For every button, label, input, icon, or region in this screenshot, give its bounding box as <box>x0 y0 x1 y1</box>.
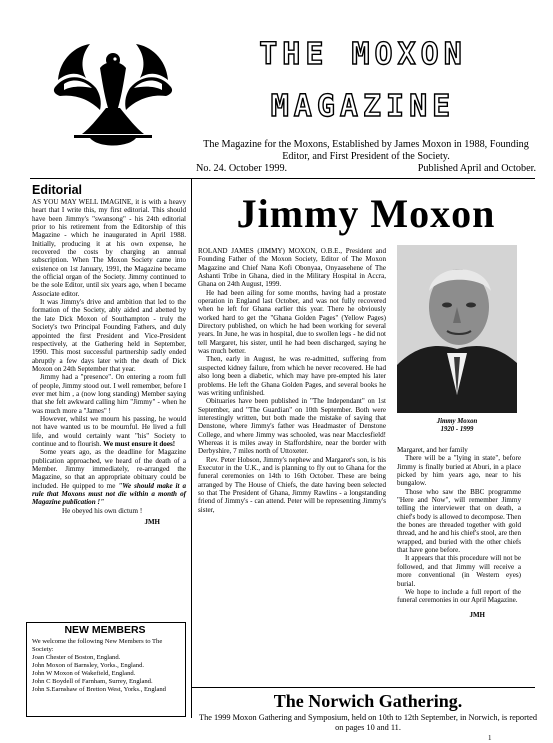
article-paragraph: Rev. Peter Hobson, Jimmy's nephew and Margaret's son, is his Executor in the U.K., and is planning to fly out to Ghana for the funeral ceremonies on 14th to 16th October. These are being arranged by The House of Chiefs, the date having been selected so that The President of Ghana, Jimmy Rawlins - a longstanding friend of Jimmy's - can attend. Peter will be representing Jimmy's sister, <box>198 455 386 514</box>
article-column-2 <box>397 446 521 619</box>
article-paragraph: Those who saw the BBC programme "Here and Now", will remember Jimmy telling the interviewer that on death, a chief's body is allowed to decompose. Then the bones are threaded together with gold thread, and he and his chief's stool, are then wrapped, and buried with the other chiefs that have gone before. <box>397 487 521 555</box>
editorial-paragraph: Jimmy had a "presence". On entering a room full of people, Jimmy stood out. I well remember, before I ever met him , a (now long standing) Member saying that she felt awkward calling him "Jimmy" - when he was much more a "James" ! <box>32 373 186 415</box>
masthead-title-line2: MAGAZINE <box>270 89 456 124</box>
page-number: 1 <box>488 734 492 742</box>
header-rule <box>30 178 535 179</box>
article-paragraph: ROLAND JAMES (JIMMY) MOXON, O.B.E., President and Founding Father of the Moxon Society, Editor of The Moxon Magazine and Chief Nana Kofi Obonyaa, Onyaasehene of The Ashanti Tribe in Ghana, died in the Military Hospital in Accra, Ghana on 24th August, 1999. <box>198 247 386 289</box>
editorial-paragraph: Some years ago, as the deadline for Magazine publication approached, we heard of the death of a Member. Jimmy immediately, re-arranged the Magazine, so that an appropriate obituary could be included. He quipped to me <box>32 448 186 490</box>
editorial-heading: Editorial <box>32 183 83 197</box>
article-paragraph: We hope to include a full report of the funeral ceremonies in our April Magazine. <box>397 587 521 605</box>
article-paragraph: It appears that this procedure will not be followed, and that Jimmy will receive a more conventional (in Western eyes) burial. <box>397 554 521 588</box>
new-member-entry: John S.Earnshaw of Bretton West, Yorks., England <box>32 686 166 693</box>
article-paragraph: Then, early in August, he was re-admitted, suffering from suspected kidney failure, from which he never recovered. He had also long been a diabetic, which may have pre-empted his later problems. He left the Ghana Golden Pages, and several books he was writing unfinished. <box>198 355 386 397</box>
new-member-entry: John Moxon of Barnsley, Yorks., England. <box>32 662 145 669</box>
editorial-emphasis: We must ensure it does! <box>103 439 176 448</box>
new-members-intro: We welcome the following New Members to The Society: <box>32 638 163 653</box>
article-paragraph: There will be a "lying in state", before Jimmy is finally buried at Aburi, in a place picked by him years ago, near to his bungalow. <box>397 454 521 488</box>
portrait-photo <box>397 245 517 413</box>
editorial-paragraph: AS YOU MAY WELL IMAGINE, it is with a heavy heart that I write this, my first editorial. This should have been Jimmy's "swansong" - his 24th editorial prior to his retirement from the Editorship of this Magazine - which he inaugurated in April 1988. Initially, producing it at his own expense, he recovered the costs by charging an annual subscription. When The Moxon Society came into existence on 1st January, 1991, the Magazine became the official organ of the Society. Jimmy continued to be the sole Editor, until six years ago, when I became Associate editor. <box>32 198 186 298</box>
new-member-entry: Joan Chester of Boston, England. <box>32 654 121 661</box>
phoenix-logo <box>38 38 188 156</box>
article-paragraph: He had been ailing for some months, having had a prostate operation in England last October, and was not fully recovered when he left for Ghana earlier this year. There he obviously worked hard to get the "Ghana Golden Pages" (Yellow Pages) Directory published, on which he had been working for several years. In June, he was in hospital, due to swollen legs - he did not tell Margaret, his sister, until he had been discharged, saying he was much better. <box>198 288 386 356</box>
editorial-paragraph: It was Jimmy's drive and ambition that led to the formation of the Society, ably aided and abetted by the late Dick Moxon of Southampton - truly the Society's two Principal Founding Fathers, and duly appointed the first President and Vice-President respectively, at the Gathering held in September, 1990. This most successful partnership sadly ended abruptly a few days later with the death of Dick Moxon on 24th September that year. <box>32 298 186 373</box>
editorial-paragraph: However, whilst we mourn his passing, he would not have wanted us to be mournful. He lived a full life, and would certainly want "his" Society to continue and to flourish. <box>32 414 186 448</box>
masthead-subtitle: The Magazine for the Moxons, Established by James Moxon in 1988, Founding Editor, and First President of the Society. <box>203 139 529 163</box>
issue-number: No. 24. October 1999. <box>196 163 288 174</box>
article-title: Jimmy Moxon <box>236 191 496 236</box>
photo-caption <box>397 418 517 434</box>
publication-schedule: Published April and October. <box>417 163 536 174</box>
issue-line <box>196 163 536 174</box>
caption-years: 1920 - 1999 <box>440 426 474 433</box>
new-member-entry: John W Moxon of Wakefield, England. <box>32 670 136 677</box>
masthead-title-line1: THE MOXON <box>259 37 467 72</box>
norwich-text: The 1999 Moxon Gathering and Symposium, held on 10th to 12th September, in Norwich, is reported on pages 10 and 11. <box>199 713 537 732</box>
new-members-list <box>32 638 182 694</box>
article-paragraph: Margaret, and her family <box>397 446 468 454</box>
norwich-title: The Norwich Gathering. <box>273 691 463 711</box>
article-paragraph: Obituaries have been published in "The Independant" on 1st September, and "The Guardian" on 10th September. Both were interestingly written, but both made the mistake of saying that Denstone, where Jimmy's father was Headmaster of Denstone College, and where Jimmy was schooled, was near Macclesfield! Whereas it is miles away in Staffordshire, near the border with Derbyshire, 7 miles north of Uttoxeter. <box>198 397 386 456</box>
new-member-entry: John C Boydell of Farnham, Surrey, England. <box>32 678 153 685</box>
editorial-signature: JMH <box>144 518 160 527</box>
article-signature: JMH <box>469 610 485 619</box>
article-column-1 <box>198 247 386 514</box>
column-divider <box>191 178 192 718</box>
caption-name: Jimmy Moxon <box>436 418 478 425</box>
editorial-quote: "We should make it a rule that Moxons must not die within a month of Magazine publication !" <box>32 481 186 507</box>
editorial-column <box>32 198 186 526</box>
norwich-rule <box>192 687 535 688</box>
editorial-paragraph: He obeyed his own dictum ! <box>62 506 143 515</box>
new-members-title: NEW MEMBERS <box>64 624 146 636</box>
